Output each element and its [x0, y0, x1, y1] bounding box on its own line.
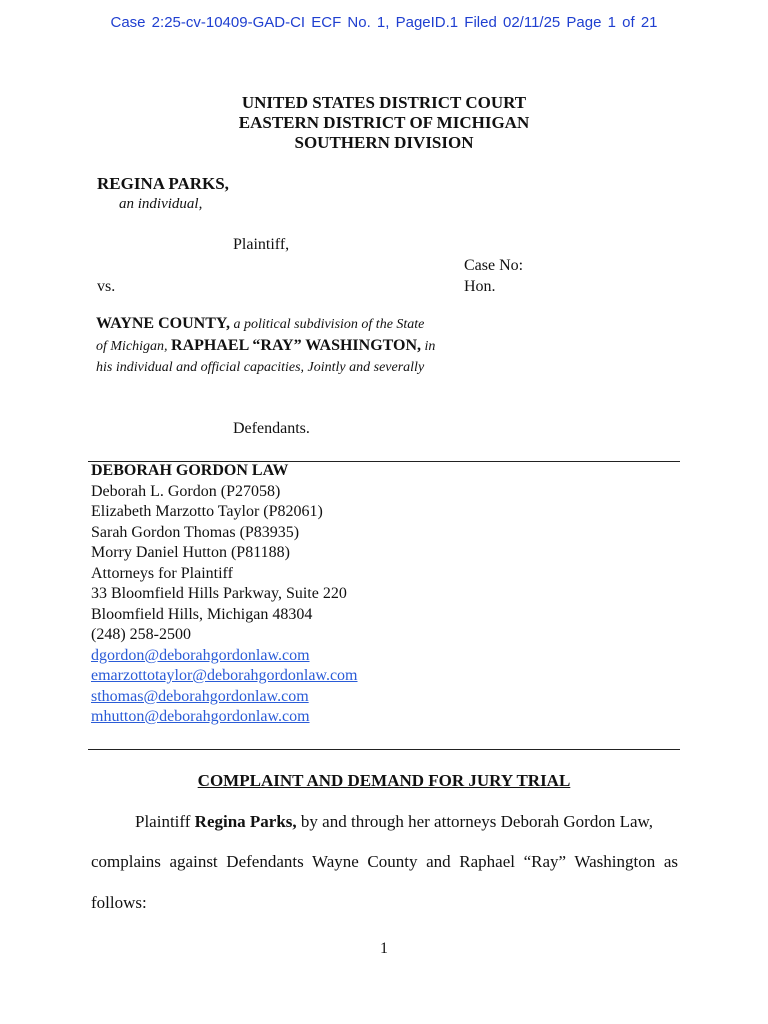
email-link-sthomas[interactable]: sthomas@deborahgordonlaw.com — [91, 687, 309, 705]
case-number-label: Case No: — [464, 257, 524, 274]
complaint-title: COMPLAINT AND DEMAND FOR JURY TRIAL — [197, 771, 571, 790]
court-heading — [0, 93, 768, 153]
attorney-role: Attorneys for Plaintiff — [91, 564, 233, 582]
email-link-dgordon[interactable]: dgordon@deborahgordonlaw.com — [91, 646, 310, 664]
plaintiff-descriptor: an individual, — [119, 196, 203, 212]
versus-label: vs. — [97, 278, 116, 295]
firm-address-city: Bloomfield Hills, Michigan 48304 — [91, 605, 313, 623]
defendant-washington-descriptor: in his individual and official capacities, Jointly and severally — [96, 338, 436, 375]
attorney-line: Deborah L. Gordon (P27058) — [91, 482, 281, 500]
page-number: 1 — [380, 940, 388, 957]
attorney-line: Morry Daniel Hutton (P81188) — [91, 544, 290, 561]
court-district: EASTERN DISTRICT OF MICHIGAN — [238, 113, 530, 132]
defendants-role: Defendants. — [233, 420, 310, 437]
firm-address-street: 33 Bloomfield Hills Parkway, Suite 220 — [91, 585, 347, 602]
plaintiff-role: Plaintiff, — [233, 236, 290, 253]
opening-paragraph-line-1 — [91, 812, 678, 832]
attorney-line: Elizabeth Marzotto Taylor (P82061) — [91, 503, 323, 520]
court-name: UNITED STATES DISTRICT COURT — [241, 93, 527, 112]
caption-divider-bottom — [88, 749, 680, 750]
defendants-caption — [96, 314, 436, 379]
plaintiff-name-inline: Regina Parks, — [194, 812, 297, 831]
defendant-washington: RAPHAEL “RAY” WASHINGTON, — [171, 336, 422, 354]
email-link-mhutton[interactable]: mhutton@deborahgordonlaw.com — [91, 708, 310, 725]
plaintiff-name: REGINA PARKS, — [97, 174, 229, 193]
judge-label: Hon. — [464, 278, 496, 295]
email-link-emarzottotaylor[interactable]: emarzottotaylor@deborahgordonlaw.com — [91, 667, 358, 684]
attorney-line: Sarah Gordon Thomas (P83935) — [91, 523, 300, 541]
defendant-wayne-county-descriptor: a political subdivision of the State of Michigan, — [96, 317, 425, 354]
opening-paragraph-line-2: complains against Defendants Wayne County and Raphael “Ray” Washington as — [91, 852, 678, 871]
ecf-header-stamp: Case 2:25-cv-10409-GAD-CI ECF No. 1, PageID.1 Filed 02/11/25 Page 1 of 21 — [110, 14, 658, 31]
court-division: SOUTHERN DIVISION — [294, 133, 474, 152]
firm-phone: (248) 258-2500 — [91, 626, 191, 643]
defendant-wayne-county: WAYNE COUNTY, — [96, 315, 230, 332]
attorney-block — [91, 461, 358, 728]
opening-paragraph-line-3: follows: — [91, 893, 147, 912]
opening-text: Plaintiff — [135, 812, 195, 831]
law-firm-name: DEBORAH GORDON LAW — [91, 462, 289, 479]
opening-text-continued: by and through her attorneys Deborah Gordon Law, — [296, 812, 653, 831]
